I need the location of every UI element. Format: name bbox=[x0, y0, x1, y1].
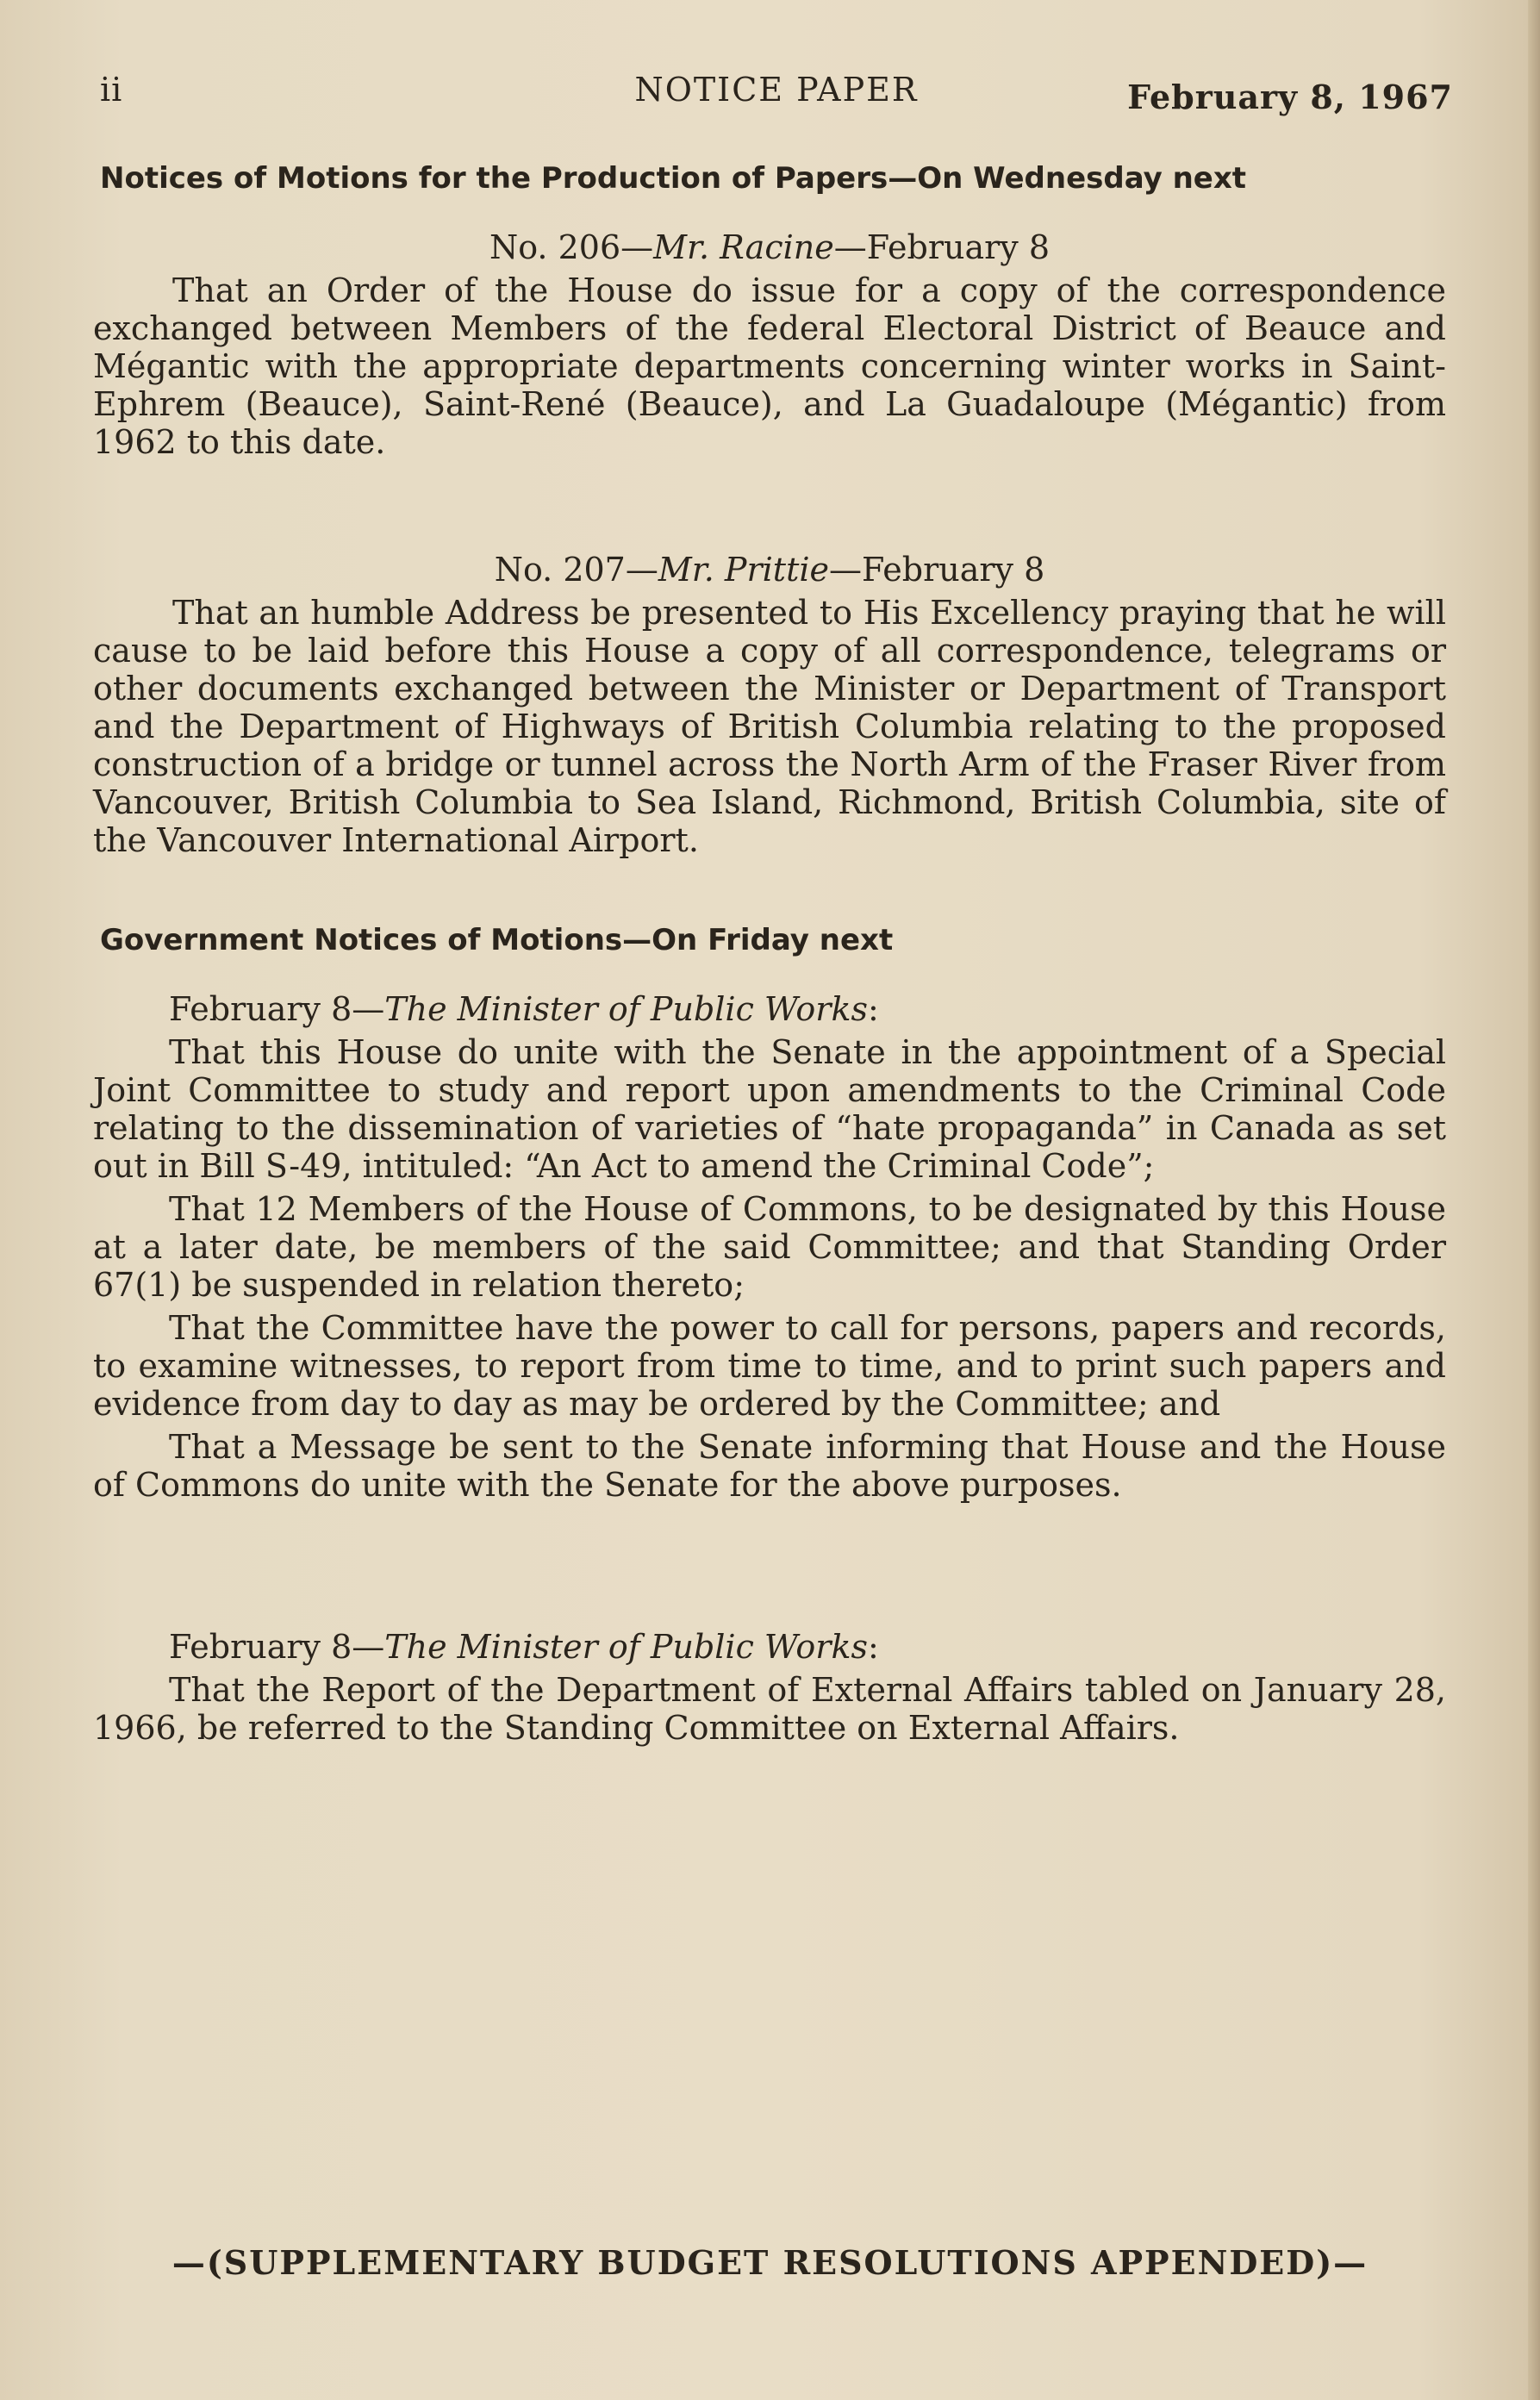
notice-paragraph: That the Report of the Department of External Affairs tabled on January 28, 1966, be referred to the Standing Committee on External Affairs. bbox=[93, 1671, 1446, 1747]
motion-member: Mr. Prittie bbox=[658, 551, 829, 589]
page-edge-shadow bbox=[1528, 0, 1540, 2400]
government-notice-2 bbox=[93, 1628, 1446, 1747]
section-heading-government-notices: Government Notices of Motions—On Friday next bbox=[100, 923, 894, 957]
motion-date: —February 8 bbox=[829, 551, 1045, 589]
motion-text: That an humble Address be presented to His Excellency praying that he will cause to be laid before this House a copy of all correspondence, telegrams or other documents exchanged between the Minister or Department of Transport and the Department of Highways of British Columbia relating to the proposed construction of a bridge or tunnel across the North Arm of the Fraser River from Vancouver, British Columbia to Sea Island, Richmond, British Columbia, site of the Vancouver International Airport. bbox=[93, 594, 1446, 859]
page-content bbox=[93, 159, 1446, 1752]
running-head bbox=[100, 71, 1453, 122]
motion-207 bbox=[93, 551, 1446, 859]
notice-date: February 8— bbox=[169, 990, 385, 1028]
motion-heading bbox=[93, 228, 1446, 266]
section-heading-production-papers: Notices of Motions for the Production of Papers—On Wednesday next bbox=[100, 161, 1247, 196]
notice-date: February 8— bbox=[169, 1628, 385, 1666]
notice-paragraph: That a Message be sent to the Senate informing that House and the House of Commons do unite with the Senate for the above purposes. bbox=[93, 1428, 1446, 1504]
document-date: February 8, 1967 bbox=[1127, 78, 1453, 116]
government-notice-1 bbox=[93, 990, 1446, 1504]
motion-number: No. 206— bbox=[489, 228, 654, 266]
page-number: ii bbox=[100, 71, 123, 109]
notice-paragraph: That 12 Members of the House of Commons, to be designated by this House at a later date, be members of the said Committee; and that Standing Order 67(1) be suspended in relation thereto; bbox=[93, 1190, 1446, 1304]
notice-paragraph: That the Committee have the power to call for persons, papers and records, to examine witnesses, to report from time to time, and to print such papers and evidence from day to day as may be ordered by the Committee; and bbox=[93, 1309, 1446, 1423]
motion-date: —February 8 bbox=[833, 228, 1051, 266]
motion-206 bbox=[93, 228, 1446, 461]
document-title: NOTICE PAPER bbox=[634, 71, 919, 109]
notice-minister: The Minister of Public Works bbox=[384, 1628, 868, 1666]
motion-member: Mr. Racine bbox=[653, 228, 834, 266]
notice-heading: February 8—The Minister of Public Works: bbox=[169, 990, 879, 1028]
notice-paragraph: That this House do unite with the Senate in the appointment of a Special Joint Committee to study and report upon amendments to the Criminal Code relating to the dissemination of varieties of “hate propaganda” in Canada as set out in Bill S-49, intituled: “An Act to amend the Criminal Code”; bbox=[93, 1033, 1446, 1185]
motion-text: That an Order of the House do issue for a copy of the correspondence exchanged between Members of the federal Electoral District of Beauce and Mégantic with the appropriate departments concerning winter works in Saint-Ephrem (Beauce), Saint-René (Beauce), and La Guadaloupe (Mégantic) from 1962 to this date. bbox=[93, 271, 1446, 461]
notice-minister: The Minister of Public Works bbox=[384, 990, 868, 1028]
motion-heading bbox=[93, 551, 1446, 589]
motion-number: No. 207— bbox=[494, 551, 658, 589]
notice-heading: February 8—The Minister of Public Works: bbox=[169, 1628, 879, 1666]
supplementary-note: —(SUPPLEMENTARY BUDGET RESOLUTIONS APPENDED)— bbox=[171, 2243, 1369, 2282]
